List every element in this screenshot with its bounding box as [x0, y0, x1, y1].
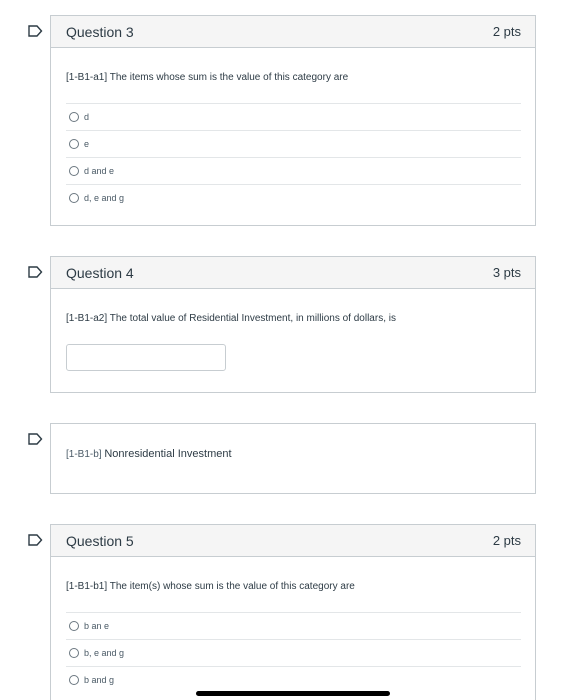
question-points: 2 pts: [492, 533, 521, 548]
answer-option[interactable]: [66, 130, 521, 157]
question-text: [1-B1-b1] The item(s) whose sum is the value of this category are: [66, 581, 355, 592]
radio-unchecked-icon[interactable]: [69, 193, 79, 203]
question-header: [51, 525, 535, 557]
question-title: Question 4: [66, 264, 134, 281]
answer-list: [66, 103, 521, 211]
text-block-title: Nonresidential Investment: [104, 448, 232, 460]
answer-option[interactable]: [66, 666, 521, 693]
answer-label: d: [84, 112, 90, 122]
question-header: [51, 16, 535, 48]
text-block-content: [66, 448, 232, 460]
question-text: [1-B1-a2] The total value of Residential Investment, in millions of dollars, is: [66, 313, 396, 324]
question-points: 2 pts: [492, 24, 521, 39]
question-title: Question 3: [66, 23, 134, 40]
text-block-prefix: [1-B1-b]: [66, 449, 102, 460]
question-title: Question 5: [66, 532, 134, 549]
answer-list: [66, 612, 521, 693]
answer-option[interactable]: [66, 612, 521, 639]
answer-option[interactable]: [66, 639, 521, 666]
home-indicator[interactable]: [196, 691, 390, 696]
answer-input[interactable]: [66, 344, 226, 371]
flag-question-icon[interactable]: [28, 266, 43, 278]
answer-option[interactable]: [66, 184, 521, 211]
answer-label: d and e: [84, 166, 115, 176]
radio-unchecked-icon[interactable]: [69, 675, 79, 685]
question-header: [51, 257, 535, 289]
question-card: [50, 15, 536, 226]
answer-label: b an e: [84, 621, 110, 631]
answer-option[interactable]: [66, 103, 521, 130]
text-block-card: [50, 423, 536, 494]
radio-unchecked-icon[interactable]: [69, 112, 79, 122]
radio-unchecked-icon[interactable]: [69, 166, 79, 176]
answer-label: b, e and g: [84, 648, 125, 658]
radio-unchecked-icon[interactable]: [69, 139, 79, 149]
question-text: [1-B1-a1] The items whose sum is the value of this category are: [66, 72, 349, 83]
answer-label: e: [84, 139, 90, 149]
question-points: 3 pts: [492, 265, 521, 280]
flag-question-icon[interactable]: [28, 433, 43, 445]
answer-label: d, e and g: [84, 193, 125, 203]
question-card: [50, 256, 536, 393]
flag-question-icon[interactable]: [28, 25, 43, 37]
flag-question-icon[interactable]: [28, 534, 43, 546]
radio-unchecked-icon[interactable]: [69, 621, 79, 631]
answer-option[interactable]: [66, 157, 521, 184]
question-card: [50, 524, 536, 700]
answer-label: b and g: [84, 675, 115, 685]
radio-unchecked-icon[interactable]: [69, 648, 79, 658]
